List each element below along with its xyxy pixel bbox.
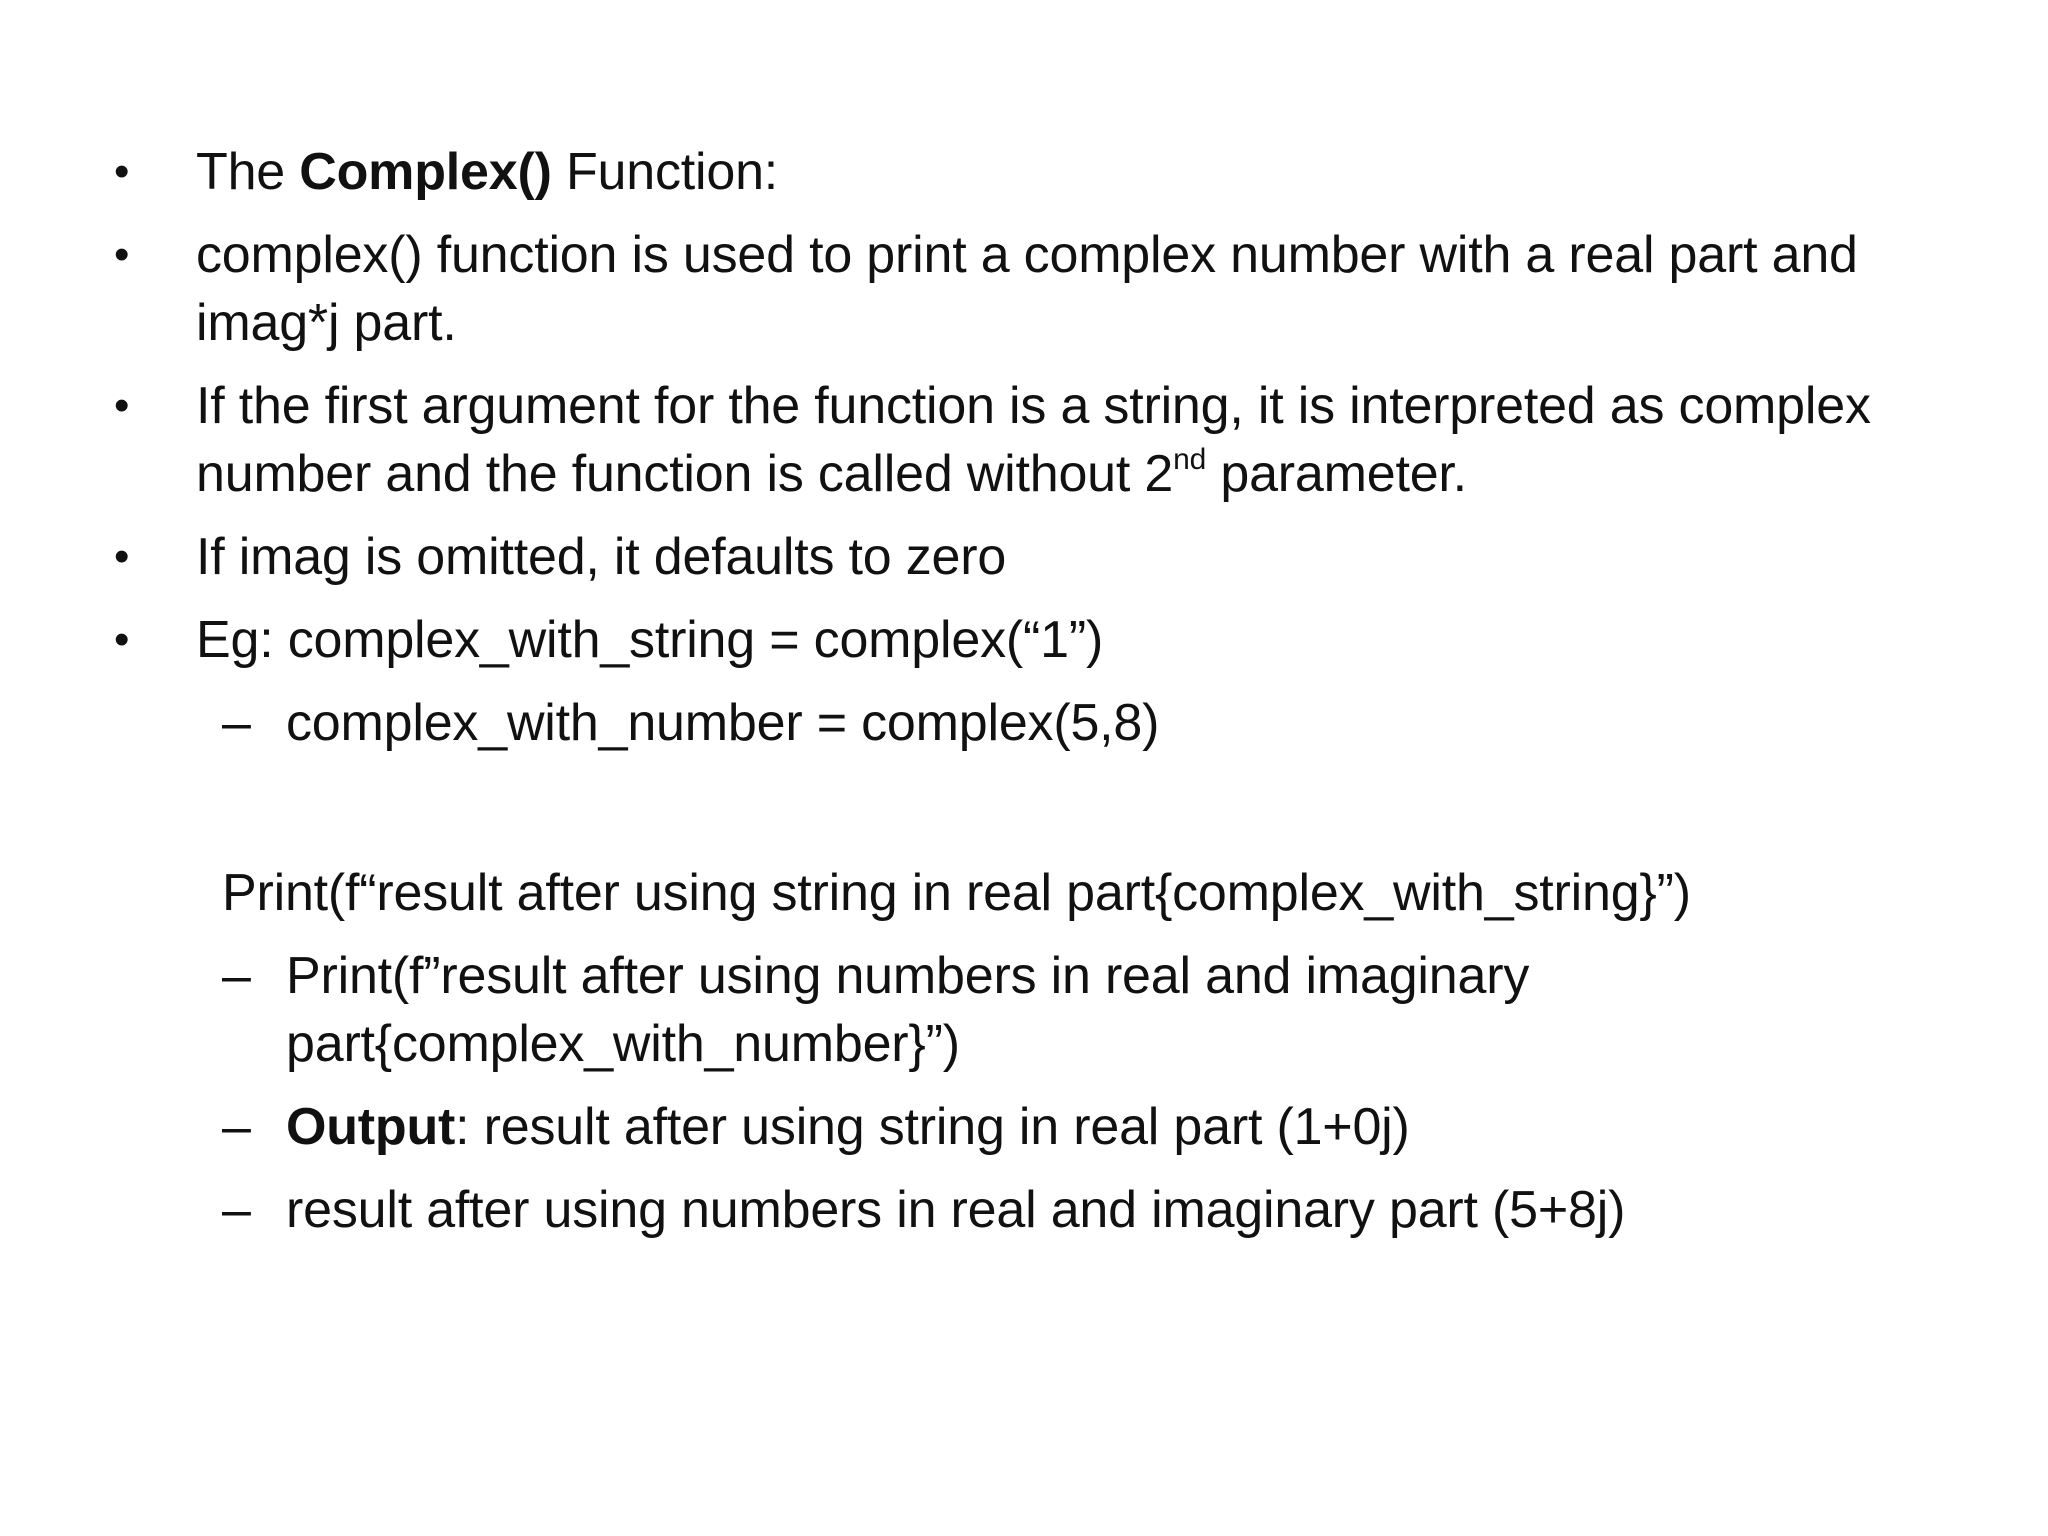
- subitem-print-number-example: [110, 942, 1950, 1078]
- subitem-complex-number-example: [110, 689, 1950, 757]
- dash-marker: –: [222, 1098, 251, 1156]
- dash-marker: –: [222, 694, 251, 752]
- bullet-marker: •: [114, 381, 130, 430]
- subitem-text: complex_with_number = complex(5,8): [286, 694, 1160, 752]
- bullet-line-2-prefix: number and the function is called without 2: [196, 445, 1174, 503]
- bullet-text: Eg: complex_with_string = complex(“1”): [196, 611, 1104, 669]
- bullet-complex-function-heading: [110, 138, 1950, 206]
- bullet-line-1: complex() function is used to print a complex number with a real part and: [196, 226, 1858, 284]
- subitem-text: result after using numbers in real and imaginary part (5+8j): [286, 1181, 1626, 1239]
- print-string-example: [110, 859, 1950, 927]
- bullet-line-2: imag*j part.: [196, 294, 457, 352]
- bullet-text-bold-function-name: Complex(): [299, 143, 552, 201]
- output-label: Output: [286, 1098, 456, 1156]
- dash-marker: –: [222, 947, 251, 1005]
- bullet-imag-default: [110, 523, 1950, 591]
- bullet-marker: •: [114, 532, 130, 581]
- subitem-line-2: part{complex_with_number}”): [286, 1015, 960, 1073]
- dash-marker: –: [222, 1181, 251, 1239]
- plain-text: Print(f“result after using string in real part{complex_with_string}”): [222, 864, 1691, 922]
- bullet-text-suffix: Function:: [551, 143, 779, 201]
- slide-content: [110, 138, 1950, 1259]
- bullet-text-prefix: The: [196, 143, 300, 201]
- ordinal-superscript: nd: [1173, 442, 1207, 476]
- bullet-line-2: [196, 440, 1950, 508]
- bullet-marker: •: [114, 147, 130, 196]
- bullet-text: If imag is omitted, it defaults to zero: [196, 528, 1007, 586]
- bullet-marker: •: [114, 230, 130, 279]
- output-text: : result after using string in real part (1+0j): [455, 1098, 1410, 1156]
- bullet-line-1: If the first argument for the function is a string, it is interpreted as complex: [196, 377, 1871, 435]
- subitem-line-1: Print(f”result after using numbers in real and imaginary: [286, 947, 1530, 1005]
- bullet-marker: •: [114, 615, 130, 664]
- bullet-complex-description: [110, 221, 1950, 357]
- subitem-output-number: [110, 1176, 1950, 1244]
- subitem-text: [286, 1093, 1950, 1161]
- subitem-output-string: [110, 1093, 1950, 1161]
- bullet-text: [196, 138, 1950, 206]
- bullet-string-argument: [110, 372, 1950, 508]
- bullet-example: [110, 606, 1950, 674]
- bullet-line-2-suffix: parameter.: [1206, 445, 1467, 503]
